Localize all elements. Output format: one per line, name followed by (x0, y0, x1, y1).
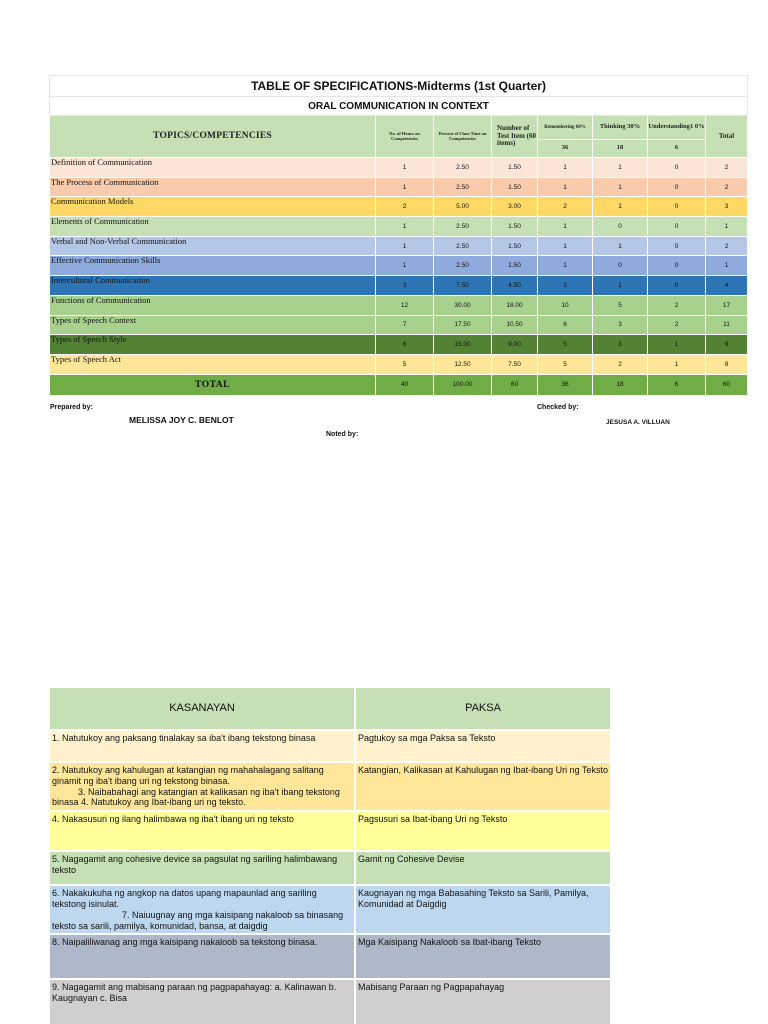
items-cell: 1.50 (492, 256, 538, 276)
total-cell: 3 (706, 197, 748, 217)
items-cell: 1.50 (492, 236, 538, 256)
header-hours: No. of Hours on Competencies (376, 116, 434, 158)
percent-cell: 12.50 (434, 354, 492, 374)
table-row (50, 197, 748, 217)
hours-cell: 12 (376, 295, 434, 315)
table-row (49, 934, 611, 979)
remembering-cell: 1 (538, 256, 593, 276)
kasanayan-table (48, 686, 612, 1024)
table-row (49, 885, 611, 934)
understanding-cell: 0 (648, 158, 706, 178)
items-cell: 1.50 (492, 177, 538, 197)
hours-cell: 7 (376, 315, 434, 335)
table-row (50, 354, 748, 374)
checked-by-name: JESUSA A. VILLUAN (606, 419, 670, 426)
paksa-cell: Katangian, Kalikasan at Kahulugan ng Ibat-ibang Uri ng Teksto (355, 762, 611, 811)
hours-cell: 3 (376, 276, 434, 296)
remembering-cell: 1 (538, 236, 593, 256)
total-percent: 100.00 (434, 374, 492, 395)
thinking-cell: 5 (593, 295, 648, 315)
header-remembering-count: 36 (538, 140, 593, 158)
thinking-cell: 2 (593, 354, 648, 374)
paksa-cell: Mga Kaisipang Nakaloob sa Ibat-ibang Teksto (355, 934, 611, 979)
table-row (49, 762, 611, 811)
table-of-specifications (49, 75, 748, 396)
total-cell: 11 (706, 315, 748, 335)
topic-cell: Elements of Communication (50, 217, 376, 237)
prepared-by-label: Prepared by: (50, 404, 93, 411)
total-remembering: 36 (538, 374, 593, 395)
total-cell: 1 (706, 217, 748, 237)
kasanayan-text: 5. Nagagamit ang cohesive device sa pagsulat ng sariling halimbawang teksto (52, 854, 338, 875)
items-cell: 10.50 (492, 315, 538, 335)
kasanayan-text: 2. Natutukoy ang kahulugan at katangian ng mahahalagang salitang ginamit ng iba't ibang uri ng tekstong binasa. (52, 765, 324, 786)
thinking-cell: 1 (593, 158, 648, 178)
kasanayan-text: 9. Nagagamit ang mabisang paraan ng pagpapahayag: a. Kalinawan b. Kaugnayan c. Bisa (52, 982, 337, 1004)
items-cell: 4.50 (492, 276, 538, 296)
understanding-cell: 0 (648, 256, 706, 276)
percent-cell: 30.00 (434, 295, 492, 315)
remembering-cell: 2 (538, 197, 593, 217)
items-cell: 9.00 (492, 335, 538, 355)
header-thinking-count: 18 (593, 140, 648, 158)
total-row (50, 374, 748, 395)
table-row (49, 979, 611, 1024)
table-row (50, 217, 748, 237)
hours-cell: 1 (376, 217, 434, 237)
prepared-by-name: MELISSA JOY C. BENLOT (129, 415, 234, 425)
topic-cell: Verbal and Non-Verbal Communication (50, 236, 376, 256)
header-understanding-count: 6 (648, 140, 706, 158)
remembering-cell: 10 (538, 295, 593, 315)
kasanayan-text: 7. Naiuugnay ang mga kaisipang nakaloob sa binasang teksto sa sarili, pamilya, komunidad, bansa, at daigdig (52, 909, 344, 931)
table-row (50, 177, 748, 197)
remembering-cell: 5 (538, 354, 593, 374)
table-row (50, 276, 748, 296)
percent-cell: 2.50 (434, 256, 492, 276)
total-total: 60 (706, 374, 748, 395)
remembering-cell: 1 (538, 158, 593, 178)
percent-cell: 2.50 (434, 158, 492, 178)
table-row (50, 236, 748, 256)
paksa-cell: Pagsusuri sa Ibat-ibang Uri ng Teksto (355, 811, 611, 851)
total-cell: 17 (706, 295, 748, 315)
header-paksa: PAKSA (355, 687, 611, 730)
thinking-cell: 1 (593, 276, 648, 296)
understanding-cell: 0 (648, 276, 706, 296)
thinking-cell: 1 (593, 236, 648, 256)
header-understanding: Understanding1 0% (648, 116, 706, 140)
header-kasanayan: KASANAYAN (49, 687, 355, 730)
total-hours: 40 (376, 374, 434, 395)
kasanayan-cell (49, 934, 355, 979)
hours-cell: 5 (376, 354, 434, 374)
thinking-cell: 0 (593, 217, 648, 237)
topic-cell: Types of Speech Context (50, 315, 376, 335)
table-row (50, 335, 748, 355)
understanding-cell: 0 (648, 236, 706, 256)
hours-cell: 2 (376, 197, 434, 217)
header-total: Total (706, 116, 748, 158)
topic-cell: Functions of Communication (50, 295, 376, 315)
items-cell: 3.00 (492, 197, 538, 217)
understanding-cell: 0 (648, 197, 706, 217)
thinking-cell: 0 (593, 256, 648, 276)
kasanayan-cell (49, 885, 355, 934)
remembering-cell: 1 (538, 177, 593, 197)
total-cell: 4 (706, 276, 748, 296)
kasanayan-cell (49, 851, 355, 885)
topic-cell: Types of Speech Act (50, 354, 376, 374)
hours-cell: 1 (376, 177, 434, 197)
hours-cell: 1 (376, 236, 434, 256)
understanding-cell: 0 (648, 177, 706, 197)
kasanayan-cell (49, 762, 355, 811)
percent-cell: 2.50 (434, 236, 492, 256)
hours-cell: 6 (376, 335, 434, 355)
percent-cell: 7.50 (434, 276, 492, 296)
total-understanding: 6 (648, 374, 706, 395)
paksa-cell: Gamit ng Cohesive Devise (355, 851, 611, 885)
understanding-cell: 1 (648, 354, 706, 374)
hours-cell: 1 (376, 256, 434, 276)
thinking-cell: 1 (593, 177, 648, 197)
understanding-cell: 1 (648, 335, 706, 355)
kasanayan-cell (49, 730, 355, 762)
total-cell: 2 (706, 236, 748, 256)
topic-cell: Intercultural Communication (50, 276, 376, 296)
kasanayan-cell (49, 811, 355, 851)
kasanayan-text: 4. Nakasusuri ng ilang halimbawa ng iba't ibang uri ng teksto (52, 814, 294, 825)
table-row (49, 811, 611, 851)
total-cell: 2 (706, 177, 748, 197)
tos-title: TABLE OF SPECIFICATIONS-Midterms (1st Quarter) (50, 76, 748, 97)
items-cell: 7.50 (492, 354, 538, 374)
remembering-cell: 5 (538, 335, 593, 355)
percent-cell: 17.50 (434, 315, 492, 335)
percent-cell: 2.50 (434, 217, 492, 237)
header-items: Number of Test Item (60 items) (492, 116, 538, 158)
table-row (49, 851, 611, 885)
paksa-cell: Mabisang Paraan ng Pagpapahayag (355, 979, 611, 1024)
checked-by-label: Checked by: (537, 404, 579, 411)
remembering-cell: 6 (538, 315, 593, 335)
header-topics: TOPICS/COMPETENCIES (50, 116, 376, 158)
table-row (50, 158, 748, 178)
kasanayan-cell (49, 979, 355, 1024)
topic-cell: Definition of Communication (50, 158, 376, 178)
total-label: TOTAL (50, 374, 376, 395)
table-row (50, 315, 748, 335)
thinking-cell: 3 (593, 315, 648, 335)
header-percent: Percent of Class Time on Competencies (434, 116, 492, 158)
topic-cell: Effective Communication Skills (50, 256, 376, 276)
remembering-cell: 1 (538, 217, 593, 237)
thinking-cell: 3 (593, 335, 648, 355)
topic-cell: Types of Speech Style (50, 335, 376, 355)
percent-cell: 5.00 (434, 197, 492, 217)
table-row (50, 256, 748, 276)
total-cell: 2 (706, 158, 748, 178)
noted-by-label: Noted by: (326, 431, 359, 438)
kasanayan-text: 6. Nakakukuha ng angkop na datos upang mapaunlad ang sariling tekstong isinulat. (52, 888, 317, 909)
paksa-cell: Pagtukoy sa mga Paksa sa Teksto (355, 730, 611, 762)
header-thinking: Thinking 30% (593, 116, 648, 140)
table-row (50, 295, 748, 315)
understanding-cell: 0 (648, 217, 706, 237)
understanding-cell: 2 (648, 295, 706, 315)
tos-subtitle: ORAL COMMUNICATION IN CONTEXT (50, 97, 748, 116)
understanding-cell: 2 (648, 315, 706, 335)
total-cell: 9 (706, 335, 748, 355)
percent-cell: 2.50 (434, 177, 492, 197)
header-remembering: Remembering 60% (538, 116, 593, 140)
items-cell: 1.50 (492, 217, 538, 237)
items-cell: 1.50 (492, 158, 538, 178)
total-cell: 8 (706, 354, 748, 374)
kasanayan-text: 3. Naibabahagi ang katangian at kalikasan ng iba't ibang tekstong binasa 4. Natutukoy ang Ibat-ibang uri ng teksto. (52, 786, 340, 808)
percent-cell: 15.00 (434, 335, 492, 355)
hours-cell: 1 (376, 158, 434, 178)
total-thinking: 18 (593, 374, 648, 395)
paksa-cell: Kaugnayan ng mga Babasahing Teksto sa Sarili, Pamilya, Komunidad at Daigdig (355, 885, 611, 934)
kasanayan-text: 1. Natutukoy ang paksang tinalakay sa iba't ibang tekstong binasa (52, 733, 316, 743)
table-row (49, 730, 611, 762)
thinking-cell: 1 (593, 197, 648, 217)
topic-cell: Communication Models (50, 197, 376, 217)
topic-cell: The Process of Communication (50, 177, 376, 197)
kasanayan-text: 8. Naipaliliwanag ang mga kaisipang nakaloob sa tekstong binasa. (52, 937, 318, 948)
total-cell: 1 (706, 256, 748, 276)
remembering-cell: 3 (538, 276, 593, 296)
items-cell: 18.00 (492, 295, 538, 315)
total-items: 60 (492, 374, 538, 395)
